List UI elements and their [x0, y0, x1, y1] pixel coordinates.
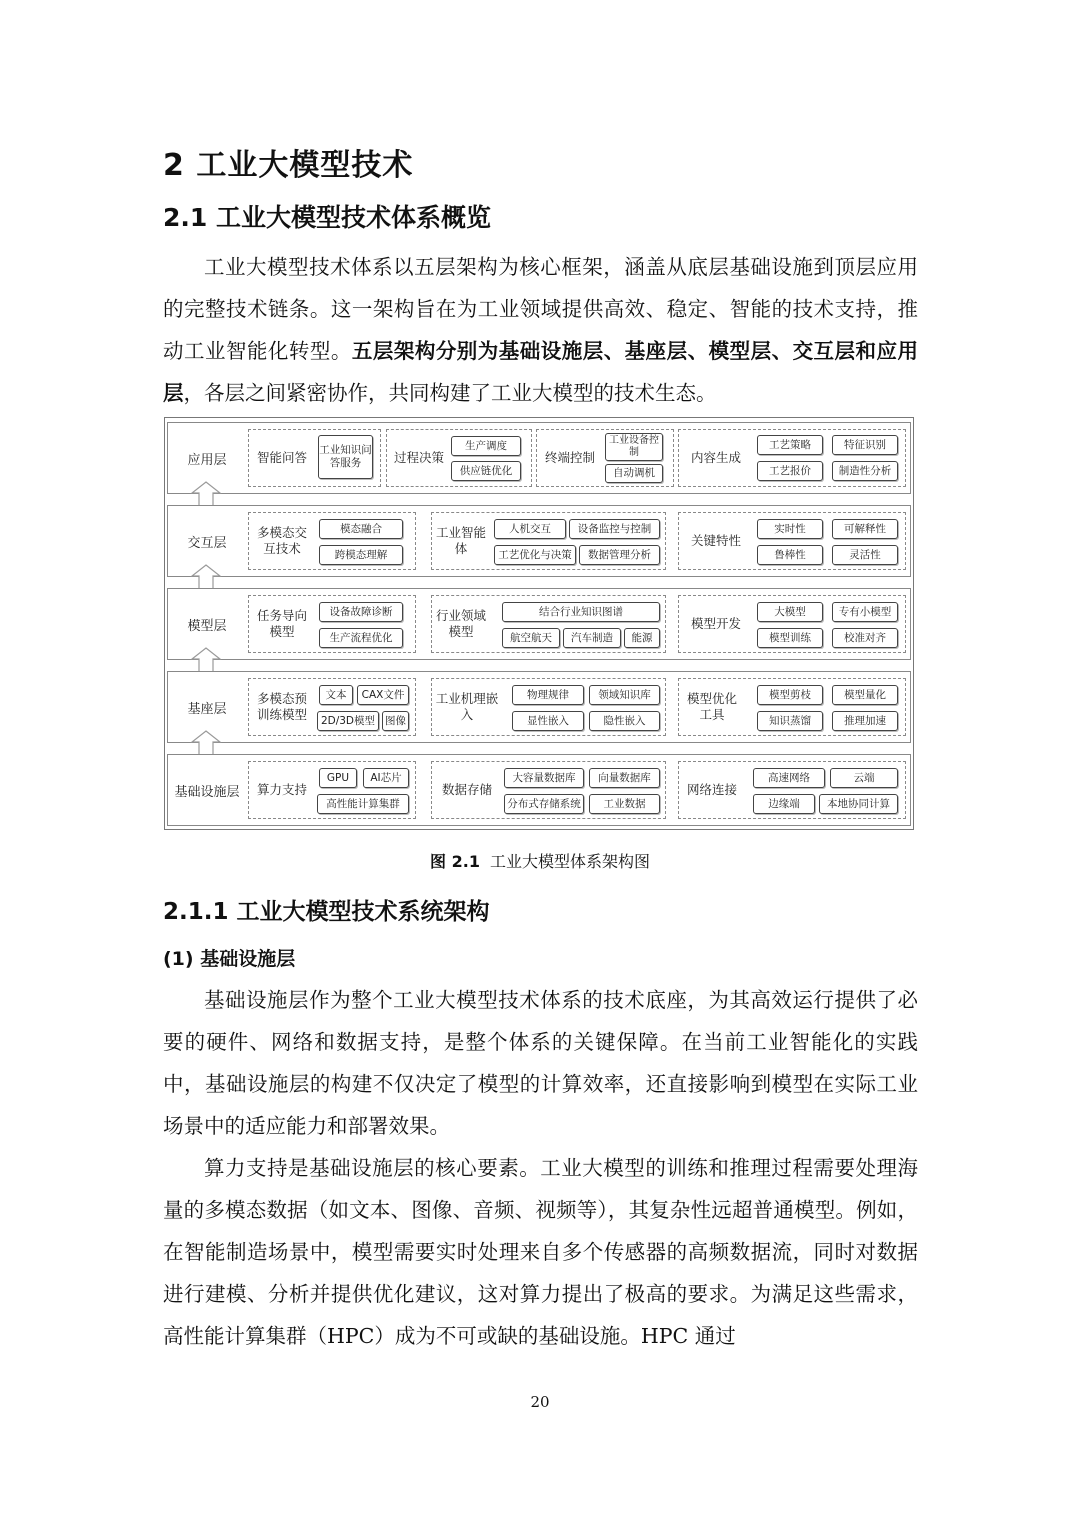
diagram-box: 分布式存储系统	[504, 794, 584, 814]
paragraph-intro	[163, 246, 918, 414]
group-qa	[248, 429, 381, 487]
diagram-box: 鲁棒性	[757, 545, 823, 565]
group-compute	[248, 761, 416, 819]
group-task-model	[248, 595, 416, 653]
figure-caption	[0, 849, 1080, 872]
group-name: 数据存储	[441, 782, 492, 797]
group-name: 工业机理嵌入	[435, 691, 499, 722]
group-pretrain	[248, 678, 416, 736]
diagram-box: 工业数据	[589, 794, 660, 814]
diagram-box: 2D/3D模型	[317, 711, 379, 731]
diagram-box: 大模型	[757, 602, 823, 622]
diagram-box: 模型剪枝	[757, 685, 823, 705]
figure-title: 工业大模型体系架构图	[489, 852, 650, 871]
diagram-box: 领域知识库	[589, 685, 660, 705]
diagram-box: 设备故障诊断	[319, 602, 403, 622]
figure-number: 图 2.1	[430, 852, 480, 871]
diagram-box: 物理规律	[512, 685, 584, 705]
diagram-box: 数据管理分析	[579, 545, 660, 565]
group-name: 终端控制	[544, 450, 595, 465]
layer-foundation	[167, 671, 911, 743]
group-optimization	[678, 678, 906, 736]
diagram-box: 结合行业知识图谱	[502, 602, 660, 622]
diagram-box: 大容量数据库	[504, 768, 584, 788]
group-name: 关键特性	[690, 533, 741, 548]
heading-1: 2 工业大模型技术	[163, 148, 414, 183]
paragraph-intro-text-end: ，各层之间紧密协作，共同构建了工业大模型的技术生态。	[183, 381, 717, 405]
heading-4: (1) 基础设施层	[163, 948, 296, 970]
diagram-box: 云端	[830, 768, 898, 788]
up-arrow-icon	[190, 730, 222, 756]
page-number: 20	[530, 1393, 550, 1411]
diagram-box: 特征识别	[832, 435, 898, 455]
diagram-box: 工业设备控制	[605, 433, 663, 461]
group-name: 模型优化工具	[686, 691, 737, 722]
diagram-box: 工艺优化与决策	[494, 545, 576, 565]
group-name: 多模态交互技术	[256, 525, 307, 556]
group-key-features	[678, 512, 906, 570]
diagram-box: 边缘端	[753, 794, 815, 814]
diagram-box: 供应链优化	[451, 461, 521, 481]
paragraph-intro-text: 工业大模型技术体系以五层架构为核心框架，涵盖从底层基础设施到顶层应用的完整技术链条。这一架构旨在为工业领域提供高效、稳定、智能的技术支持，推动工业智能化转型。	[163, 255, 918, 363]
group-name: 算力支持	[256, 782, 307, 797]
paragraph-compute: 算力支持是基础设施层的核心要素。工业大模型的训练和推理过程需要处理海量的多模态数据（如文本、图像、音频、视频等），其复杂性远超普通模型。例如，在智能制造场景中，模型需要实时处理来自多个传感器的高频数据流，同时对数据进行建模、分析并提供优化建议，这对算力提出了极高的要求。为满足这些需求，高性能计算集群（HPC）成为不可或缺的基础设施。HPC 通过	[163, 1156, 918, 1348]
diagram-box: 本地协同计算	[819, 794, 898, 814]
diagram-box: 可解释性	[832, 519, 898, 539]
up-arrow-icon	[190, 481, 222, 507]
diagram-box: 校准对齐	[832, 628, 898, 648]
diagram-box: GPU	[319, 768, 357, 788]
group-name: 智能问答	[256, 450, 307, 465]
layer-infrastructure	[167, 754, 911, 826]
diagram-box: 能源	[624, 628, 660, 648]
diagram-box: 跨模态理解	[319, 545, 403, 565]
layer-label: 模型层	[187, 618, 227, 634]
heading-3: 2.1.1 工业大模型技术系统架构	[163, 899, 490, 925]
group-decision	[386, 429, 532, 487]
paragraph-intro-bold: 五层架构分别为基础设施层、基座层、模型层、交互层和应用层	[163, 339, 919, 405]
layer-label: 交互层	[187, 535, 227, 551]
diagram-box: 模型量化	[832, 685, 898, 705]
diagram-box: 高速网络	[753, 768, 825, 788]
diagram-box: 高性能计算集群	[317, 794, 409, 814]
diagram-box: AI芯片	[363, 768, 409, 788]
architecture-diagram	[164, 417, 914, 830]
diagram-box: 航空航天	[502, 628, 560, 648]
group-content	[678, 429, 906, 487]
group-network	[678, 761, 906, 819]
diagram-box: 隐性嵌入	[589, 711, 660, 731]
diagram-box: 工艺报价	[757, 461, 823, 481]
diagram-box: 专有小模型	[832, 602, 898, 622]
diagram-box: 设备监控与控制	[569, 519, 660, 539]
diagram-box: 向量数据库	[589, 768, 660, 788]
diagram-box: 自动调机	[605, 464, 663, 483]
diagram-box: 图像	[382, 711, 409, 731]
group-storage	[431, 761, 666, 819]
diagram-box: 模态融合	[319, 519, 403, 539]
group-agent	[431, 512, 666, 570]
diagram-box: 制造性分析	[832, 461, 898, 481]
group-name: 行业领域模型	[435, 608, 486, 639]
paragraph-infrastructure: 基础设施层作为整个工业大模型技术体系的技术底座，为其高效运行提供了必要的硬件、网络和数据支持，是整个体系的关键保障。在当前工业智能化的实践中，基础设施层的构建不仅决定了模型的计算效率，还直接影响到模型在实际工业场景中的适应能力和部署效果。	[163, 988, 918, 1138]
diagram-box: 工艺策略	[757, 435, 823, 455]
diagram-box: 生产流程优化	[319, 628, 403, 648]
diagram-box: 模型训练	[757, 628, 823, 648]
layer-application	[167, 422, 911, 494]
diagram-box: 显性嵌入	[512, 711, 584, 731]
group-name: 工业智能体	[435, 525, 486, 556]
group-name: 过程决策	[393, 450, 444, 465]
group-name: 网络连接	[686, 782, 737, 797]
group-name: 多模态预训练模型	[256, 691, 307, 722]
diagram-box: 推理加速	[832, 711, 898, 731]
diagram-box: CAX文件	[357, 685, 409, 705]
diagram-box: 文本	[319, 685, 353, 705]
diagram-box: 生产调度	[451, 436, 521, 456]
group-name: 任务导向模型	[256, 608, 307, 639]
group-multimodal-interaction	[248, 512, 416, 570]
up-arrow-icon	[190, 647, 222, 673]
diagram-box: 实时性	[757, 519, 823, 539]
up-arrow-icon	[190, 564, 222, 590]
group-name: 模型开发	[690, 616, 741, 631]
group-mechanism	[431, 678, 666, 736]
layer-label: 基础设施层	[174, 784, 240, 800]
group-name: 内容生成	[690, 450, 741, 465]
group-model-dev	[678, 595, 906, 653]
diagram-box: 灵活性	[832, 545, 898, 565]
diagram-box: 知识蒸馏	[757, 711, 823, 731]
group-terminal	[536, 429, 674, 487]
diagram-box: 人机交互	[494, 519, 566, 539]
group-industry-model	[431, 595, 666, 653]
layer-model	[167, 588, 911, 660]
heading-2: 2.1 工业大模型技术体系概览	[163, 203, 491, 232]
layer-interaction	[167, 505, 911, 577]
layer-label: 基座层	[187, 701, 227, 717]
diagram-box: 汽车制造	[563, 628, 621, 648]
diagram-box: 工业知识问答服务	[318, 435, 373, 479]
layer-label: 应用层	[187, 452, 227, 468]
